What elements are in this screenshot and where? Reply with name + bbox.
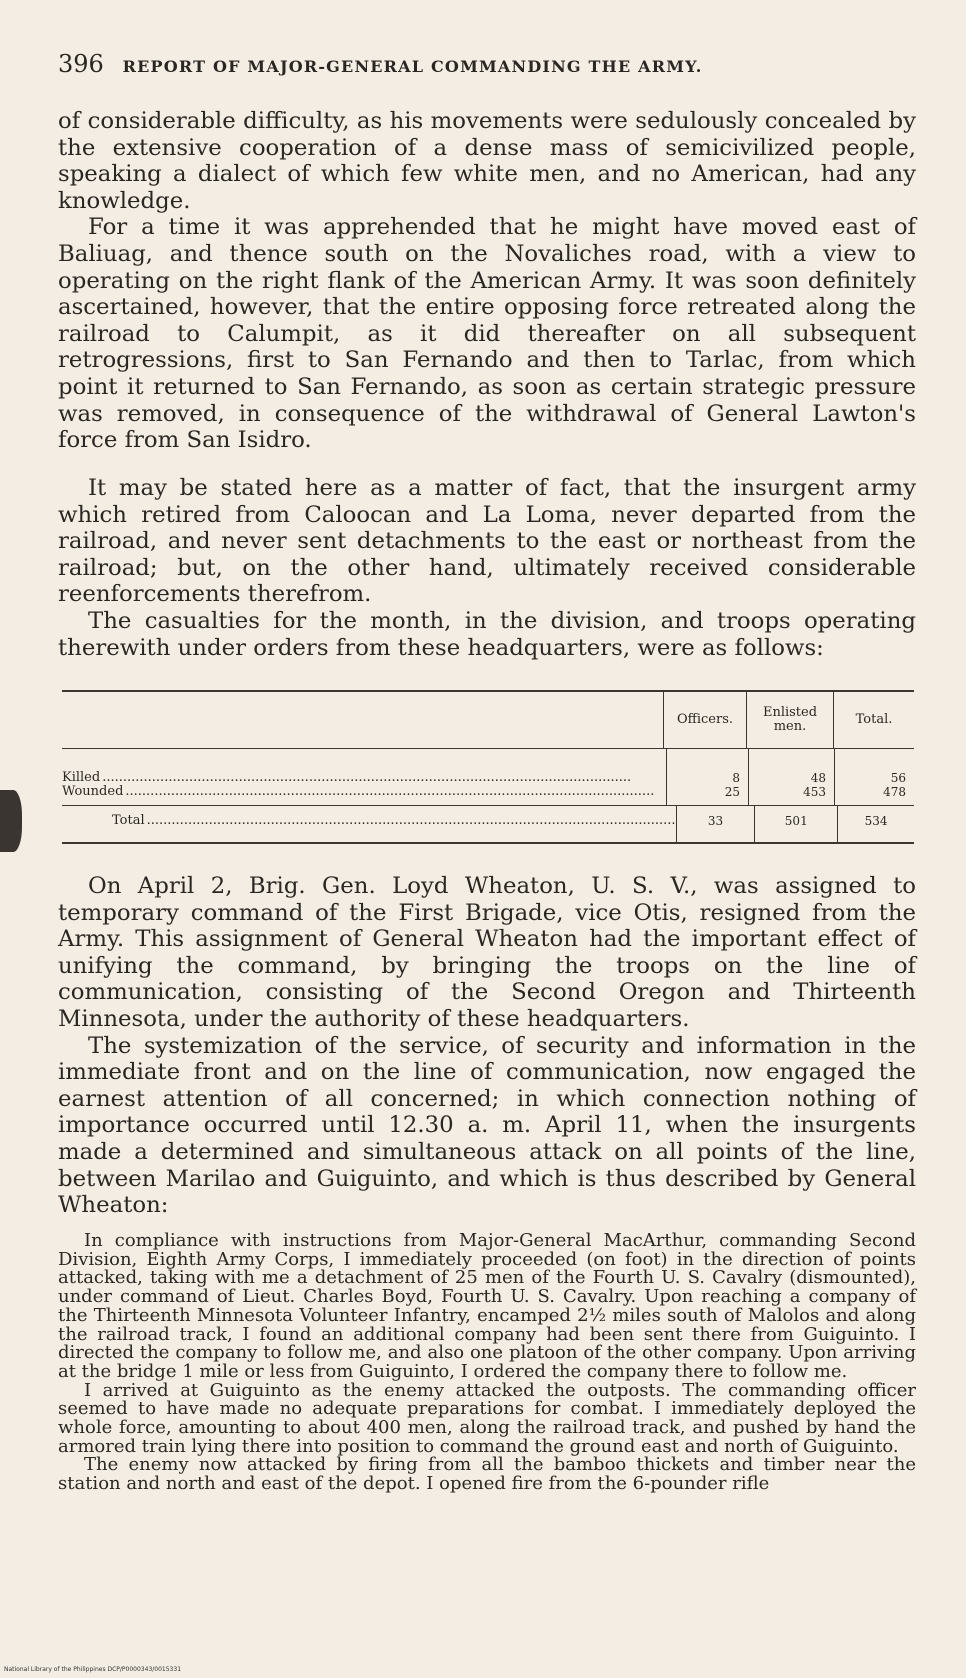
- cell-killed-officers: 8: [732, 771, 740, 785]
- paragraph: It may be stated here as a matter of fact, that the insurgent army which retired from Caloocan and La Loma, never departed from the railroad, and never sent detachments to the east or northeast from the railroad; but, on the other hand, ultimately received considerable reenforcements therefrom.: [58, 475, 916, 608]
- cell-total-officers: 33: [707, 814, 724, 828]
- header-officers: Officers.: [663, 692, 746, 748]
- table-row: Wounded ................................................................................................................................: [62, 785, 655, 799]
- paragraph: The systemization of the service, of security and information in the immediate front and on the line of communication, now engaged the earnest attention of all concerned; in which connection nothing of importance occurred until 12.30 a. m. April 11, when the insurgents made a determined and simultaneous attack on all points of the line, between Marilao and Guiguinto, and which is thus described by General Wheaton:: [58, 1032, 916, 1219]
- quote-paragraph: I arrived at Guiguinto as the enemy attacked the outposts. The commanding officer seemed to have made no adequate preparations for combat. I immediately deployed the whole force, amounting to about 400 men, along the railroad track, and pushed by hand the armored train lying there into position to command the ground east and north of Guiguinto.: [58, 1379, 916, 1457]
- running-header: [58, 50, 918, 78]
- body-block-top: [58, 108, 916, 454]
- row-label-wounded: Wounded: [62, 785, 124, 799]
- cell-total-enlisted: 501: [784, 814, 808, 828]
- cell-total-total: 534: [864, 814, 888, 828]
- quote-paragraph: The enemy now attacked by firing from all the bamboo thickets and timber near the station and north and east of the depot. I opened fire from the 6-pounder rifle: [58, 1454, 916, 1495]
- paragraph: The casualties for the month, in the division, and troops operating therewith under orders from these headquarters, were as follows:: [58, 607, 916, 661]
- casualties-table: [62, 690, 914, 844]
- header-enlisted: Enlisted men.: [746, 692, 833, 748]
- cell-wounded-total: 478: [883, 785, 906, 799]
- cell-wounded-enlisted: 453: [803, 785, 826, 799]
- cell-killed-enlisted: 48: [810, 771, 826, 785]
- paragraph: For a time it was apprehended that he might have moved east of Baliuag, and thence south on the Novaliches road, with a view to operating on the right flank of the American Army. It was soon definitely ascertained, however, that the entire opposing force retreated along the railroad to Calumpit, as it did thereafter on all subsequent retrogressions, first to San Fernando and then to Tarlac, from which point it returned to San Fernando, as soon as certain strategic pressure was removed, in consequence of the withdrawal of General Lawton's force from San Isidro.: [58, 214, 916, 454]
- quote-paragraph: In compliance with instructions from Major-General MacArthur, commanding Second Division, Eighth Army Corps, I immediately proceeded (on foot) in the direction of points attacked, taking with me a detachment of 25 men of the Fourth U. S. Cavalry (dismounted), under command of Lieut. Charles Boyd, Fourth U. S. Cavalry. Upon reaching a company of the Thirteenth Minnesota Volunteer Infantry, encamped 2½ miles south of Malolos and along the railroad track, I found an additional company had been sent there from Guiguinto. I directed the company to follow me, and also one platoon of the other company. Upon arriving at the bridge 1 mile or less from Guiguinto, I ordered the company there to follow me.: [58, 1230, 916, 1382]
- paragraph: of considerable difficulty, as his movements were sedulously concealed by the extensive cooperation of a dense mass of semicivilized people, speaking a dialect of which few white men, and no American, had any knowledge.: [58, 108, 916, 214]
- scan-footer: National Library of the Philippines DCP/P0000343/0015331: [4, 1666, 182, 1673]
- block-quote: [58, 1232, 916, 1494]
- table-rule: [62, 842, 914, 844]
- header-total: Total.: [833, 692, 914, 748]
- table-body: [62, 749, 914, 805]
- row-label-killed: Killed: [62, 771, 101, 785]
- table-header-row: [62, 692, 914, 748]
- body-block-bottom: [58, 873, 916, 1219]
- scan-thumb-mark: [0, 790, 22, 852]
- cell-killed-total: 56: [890, 771, 906, 785]
- table-total-row: Total ................................................................................................................................ 33 501 534: [62, 806, 914, 842]
- table-row: Killed ................................................................................................................................: [62, 771, 632, 785]
- row-label-total: Total: [112, 814, 145, 828]
- body-block-middle: [58, 475, 916, 661]
- cell-wounded-officers: 25: [724, 785, 740, 799]
- paragraph: On April 2, Brig. Gen. Loyd Wheaton, U. S. V., was assigned to temporary command of the First Brigade, vice Otis, resigned from the Army. This assignment of General Wheaton had the important effect of unifying the command, by bringing the troops on the line of communication, consisting of the Second Oregon and Thirteenth Minnesota, under the authority of these headquarters.: [58, 873, 916, 1032]
- page-number: 396: [58, 50, 104, 78]
- running-title: REPORT OF MAJOR-GENERAL COMMANDING THE ARMY.: [122, 57, 703, 76]
